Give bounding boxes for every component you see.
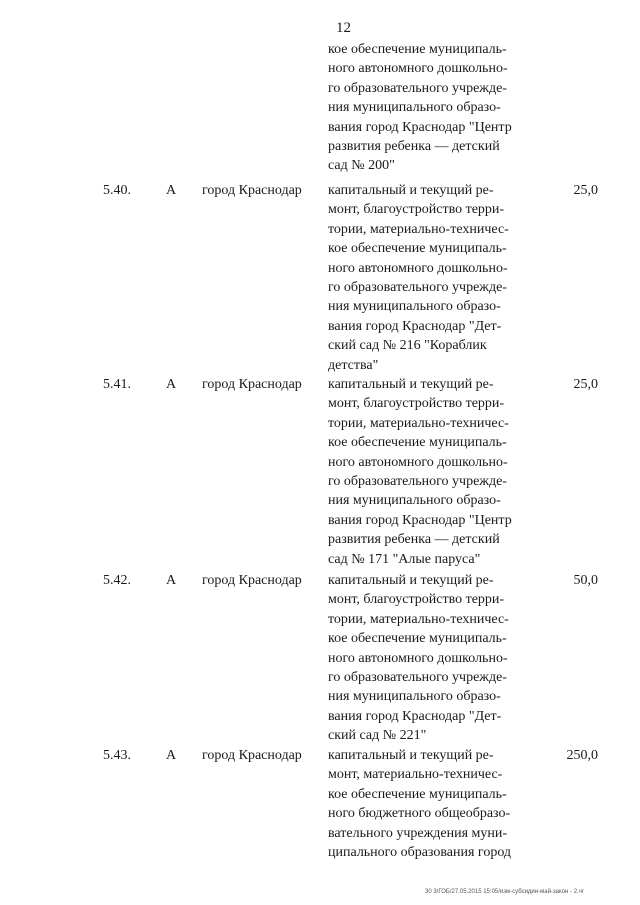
- description-line: сад № 200": [328, 158, 395, 174]
- row-number: 5.42.: [103, 573, 131, 588]
- row-number: 5.40.: [103, 183, 131, 198]
- continued-description: [328, 40, 530, 176]
- description-line: ния муниципального образо-: [328, 689, 501, 705]
- description-line: капитальный и текущий ре-: [328, 748, 494, 763]
- row-category: А: [166, 748, 177, 763]
- description-line: вания город Краснодар "Дет-: [328, 708, 502, 724]
- row-number: 5.43.: [103, 748, 131, 763]
- description-line: кое обеспечение муниципаль-: [328, 786, 507, 802]
- description-line: ципального образования город: [328, 845, 512, 861]
- description-line: ного бюджетного общеобразо-: [328, 806, 511, 822]
- description-line: ский сад № 216 "Кораблик: [328, 338, 487, 354]
- description-line: монт, материально-техничес-: [328, 767, 503, 783]
- row-category: А: [166, 573, 177, 588]
- description-line: го образовательного учрежде-: [328, 280, 507, 296]
- description-line: кое обеспечение муниципаль-: [328, 241, 507, 257]
- row-description: [328, 375, 530, 569]
- row-category: А: [166, 183, 177, 198]
- description-line: монт, благоустройство терри-: [328, 202, 505, 218]
- row-municipality: город Краснодар: [202, 748, 302, 763]
- page-number: 12: [336, 20, 351, 36]
- description-line: кое обеспечение муниципаль-: [328, 435, 507, 451]
- row-amount: 250,0: [566, 748, 598, 763]
- description-line: развития ребенка — детский: [328, 139, 500, 155]
- description-line: ного автономного дошкольно-: [328, 454, 508, 470]
- description-line: ния муниципального образо-: [328, 493, 501, 509]
- description-line: капитальный и текущий ре-: [328, 573, 494, 588]
- description-line: ного автономного дошкольно-: [328, 650, 508, 666]
- description-line: ния муниципального образо-: [328, 299, 501, 315]
- description-line: ного автономного дошкольно-: [328, 61, 508, 77]
- description-line: кое обеспечение муниципаль-: [328, 42, 507, 57]
- row-municipality: город Краснодар: [202, 183, 302, 198]
- row-amount: 25,0: [573, 377, 598, 392]
- description-line: го образовательного учрежде-: [328, 474, 507, 490]
- row-amount: 25,0: [573, 183, 598, 198]
- description-line: тории, материально-техничес-: [328, 611, 509, 627]
- description-line: детства": [328, 357, 379, 373]
- description-line: капитальный и текущий ре-: [328, 183, 494, 198]
- description-line: го образовательного учрежде-: [328, 670, 507, 686]
- row-description: [328, 181, 530, 375]
- description-line: ский сад № 221": [328, 728, 427, 744]
- description-line: монт, благоустройство терри-: [328, 396, 505, 412]
- description-line: вания город Краснодар "Центр: [328, 512, 512, 528]
- description-line: вания город Краснодар "Дет-: [328, 318, 502, 334]
- description-line: кое обеспечение муниципаль-: [328, 631, 507, 647]
- row-category: А: [166, 377, 177, 392]
- description-line: го образовательного учрежде-: [328, 80, 507, 96]
- row-municipality: город Краснодар: [202, 377, 302, 392]
- description-line: вательного учреждения муни-: [328, 825, 508, 841]
- document-footer: 30 3/ГОБ/27.05.2015 15:05/изм-субсидии-май-закон - 2.чг: [425, 889, 585, 895]
- description-line: развития ребенка — детский: [328, 532, 500, 548]
- description-line: монт, благоустройство терри-: [328, 592, 505, 608]
- description-line: ния муниципального образо-: [328, 100, 501, 116]
- row-number: 5.41.: [103, 377, 131, 392]
- description-line: ного автономного дошкольно-: [328, 260, 508, 276]
- row-amount: 50,0: [573, 573, 598, 588]
- description-line: сад № 171 "Алые паруса": [328, 551, 481, 567]
- description-line: вания город Краснодар "Центр: [328, 119, 512, 135]
- row-description: [328, 571, 530, 746]
- description-line: капитальный и текущий ре-: [328, 377, 494, 392]
- description-line: тории, материально-техничес-: [328, 415, 509, 431]
- description-line: тории, материально-техничес-: [328, 221, 509, 237]
- row-municipality: город Краснодар: [202, 573, 302, 588]
- row-description: [328, 746, 530, 862]
